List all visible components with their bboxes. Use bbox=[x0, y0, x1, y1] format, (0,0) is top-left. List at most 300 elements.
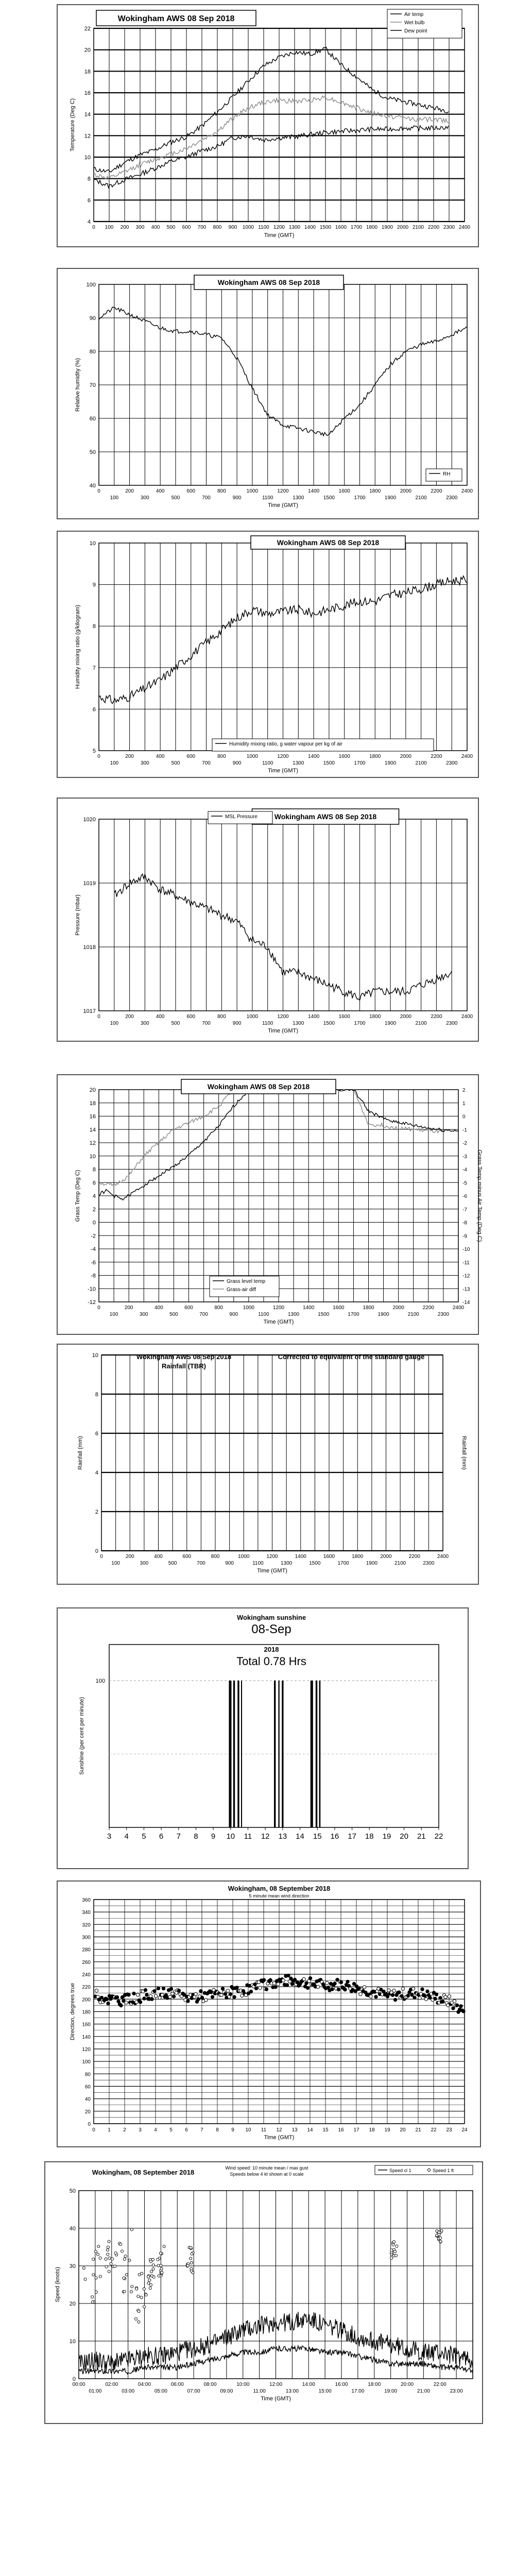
legend-swatch bbox=[427, 2168, 430, 2171]
gust-marker bbox=[123, 2258, 126, 2260]
x-tick-label: 7 bbox=[176, 1832, 181, 1841]
x-tick-label: 02:00 bbox=[105, 2382, 118, 2387]
x-tick-label: 2100 bbox=[412, 225, 424, 230]
wind-direction-point bbox=[235, 1986, 238, 1989]
legend-label: Air temp bbox=[404, 12, 424, 18]
gust-marker bbox=[96, 2253, 99, 2256]
chart-title: Wokingham AWS 08 Sep 2018 bbox=[117, 14, 235, 23]
gust-marker bbox=[92, 2274, 95, 2276]
sunshine-bar bbox=[237, 1681, 239, 1827]
y-right-axis-label: Rainfall (mm) bbox=[461, 1436, 467, 1470]
wind-speed-chart bbox=[45, 2162, 484, 2425]
wind-direction-point bbox=[269, 1978, 272, 1981]
wind-direction-point bbox=[325, 1981, 329, 1985]
x-tick-label: 10 bbox=[245, 2127, 251, 2133]
x-tick-label: 1700 bbox=[337, 1561, 349, 1566]
gust-marker bbox=[160, 2264, 162, 2267]
x-tick-label: 1500 bbox=[323, 495, 335, 501]
wind-direction-point bbox=[259, 1986, 262, 1989]
wind-direction-point bbox=[391, 1993, 394, 1996]
chart-year: 2018 bbox=[264, 1646, 279, 1653]
x-tick-label: 5 bbox=[169, 2127, 173, 2133]
wind-direction-point bbox=[277, 1982, 280, 1986]
x-tick-label: 16 bbox=[330, 1832, 339, 1841]
air-temperature-chart bbox=[58, 5, 480, 248]
x-tick-label: 1200 bbox=[266, 1554, 278, 1560]
x-tick-label: 900 bbox=[232, 495, 242, 501]
gust-marker bbox=[106, 2249, 109, 2251]
x-tick-label: 11 bbox=[244, 1832, 252, 1841]
y-right-tick-label: -2 bbox=[462, 1141, 467, 1146]
y-tick-label: 70 bbox=[89, 382, 96, 388]
y-tick-label: 30 bbox=[69, 2263, 76, 2269]
x-tick-label: 17 bbox=[348, 1832, 356, 1841]
gust-marker bbox=[392, 2241, 395, 2243]
y-tick-label: 1020 bbox=[83, 817, 96, 823]
chart-subtitle: Rainfall (TBR) bbox=[162, 1362, 206, 1370]
y-tick-label: -2 bbox=[91, 1233, 96, 1240]
wind-direction-point bbox=[363, 1986, 366, 1989]
wind-direction-point bbox=[254, 1987, 258, 1990]
x-tick-label: 1800 bbox=[369, 488, 381, 494]
chart-subtitle: 5 minute mean wind direction bbox=[249, 1893, 310, 1899]
x-tick-label: 6 bbox=[159, 1832, 164, 1841]
y-tick-label: 8 bbox=[95, 1392, 98, 1398]
x-tick-label: 1200 bbox=[277, 1014, 289, 1020]
y-axis-label: Temperature (Deg C) bbox=[70, 98, 76, 152]
x-axis-label: Time (GMT) bbox=[261, 2396, 291, 2402]
wind-direction-point bbox=[441, 2000, 444, 2003]
wind-direction-point bbox=[105, 1997, 108, 2001]
x-tick-label: 8 bbox=[216, 2127, 219, 2133]
y-tick-label: 10 bbox=[89, 540, 96, 547]
legend-label: Speed cl 1 bbox=[389, 2168, 411, 2173]
x-tick-label: 600 bbox=[186, 488, 196, 494]
x-tick-label: 2200 bbox=[408, 1554, 420, 1560]
y-tick-label: -8 bbox=[91, 1273, 96, 1279]
x-tick-label: 1300 bbox=[293, 495, 304, 501]
y-tick-label: 100 bbox=[82, 2059, 91, 2065]
sunshine-bar bbox=[274, 1681, 276, 1827]
x-tick-label: 1 bbox=[108, 2127, 111, 2133]
x-tick-label: 2400 bbox=[461, 754, 473, 759]
x-tick-label: 1700 bbox=[354, 760, 366, 766]
y-tick-label: 5 bbox=[92, 748, 96, 754]
x-tick-label: 1900 bbox=[366, 1561, 377, 1566]
pressure-chart bbox=[58, 799, 480, 1043]
panel-rainfall bbox=[57, 1344, 479, 1585]
y-tick-label: 0 bbox=[88, 2122, 91, 2127]
y-tick-label: 4 bbox=[87, 219, 91, 225]
y-right-tick-label: -6 bbox=[462, 1194, 467, 1199]
x-tick-label: 1200 bbox=[273, 225, 285, 230]
y-tick-label: 50 bbox=[69, 2188, 76, 2194]
gust-marker bbox=[141, 2272, 143, 2275]
gust-marker bbox=[152, 2264, 154, 2266]
x-tick-label: 800 bbox=[217, 488, 226, 494]
x-tick-label: 2300 bbox=[443, 225, 455, 230]
gust-marker bbox=[130, 2228, 133, 2231]
x-tick-label: 1600 bbox=[323, 1554, 335, 1560]
panel-relative-humidity bbox=[57, 268, 479, 519]
wind-direction-point bbox=[455, 2004, 458, 2007]
x-tick-label: 1600 bbox=[338, 488, 350, 494]
gust-marker bbox=[163, 2245, 165, 2248]
panel-mixing-ratio bbox=[57, 531, 479, 778]
wind-direction-point bbox=[144, 1988, 147, 1991]
wind-direction-point bbox=[287, 1974, 290, 1977]
y-tick-label: 14 bbox=[84, 111, 91, 118]
y-tick-label: -12 bbox=[88, 1299, 96, 1306]
x-tick-label: 100 bbox=[111, 1561, 120, 1566]
x-tick-label: 2100 bbox=[415, 495, 427, 501]
x-tick-label: 21 bbox=[417, 1832, 426, 1841]
wind-direction-point bbox=[162, 1987, 165, 1990]
gust-marker bbox=[135, 2287, 138, 2290]
x-tick-label: 1400 bbox=[295, 1554, 306, 1560]
legend-label: Grass level temp bbox=[227, 1279, 266, 1284]
x-tick-label: 16:00 bbox=[335, 2382, 348, 2387]
y-tick-label: 8 bbox=[87, 176, 91, 182]
wind-direction-point bbox=[119, 2004, 123, 2007]
x-tick-label: 1300 bbox=[293, 760, 304, 766]
y-axis-label: Speed (knots) bbox=[55, 2267, 61, 2302]
y-tick-label: 7 bbox=[92, 665, 96, 671]
x-tick-label: 500 bbox=[171, 495, 180, 501]
x-tick-label: 15 bbox=[322, 2127, 329, 2133]
x-tick-label: 600 bbox=[184, 1305, 193, 1311]
wind-direction-point bbox=[444, 1995, 447, 1998]
y-tick-label: 320 bbox=[82, 1922, 91, 1928]
x-tick-label: 1100 bbox=[258, 225, 269, 230]
wind-direction-point bbox=[204, 1998, 208, 2002]
y-right-tick-label: 2 bbox=[462, 1088, 466, 1093]
gust-marker bbox=[111, 2258, 114, 2260]
wind-direction-point bbox=[157, 1987, 160, 1990]
wind-direction-point bbox=[339, 1980, 342, 1984]
x-tick-label: 1100 bbox=[258, 1312, 269, 1317]
gust-marker bbox=[190, 2261, 193, 2264]
x-tick-label: 19 bbox=[382, 1832, 391, 1841]
x-tick-label: 400 bbox=[154, 1305, 163, 1311]
y-right-tick-label: -13 bbox=[462, 1286, 470, 1293]
gust-marker bbox=[110, 2262, 112, 2265]
x-tick-label: 500 bbox=[171, 760, 180, 766]
x-tick-label: 13 bbox=[291, 2127, 298, 2133]
x-tick-label: 13:00 bbox=[285, 2388, 299, 2394]
x-tick-label: 2100 bbox=[394, 1561, 406, 1566]
y-tick-label: 18 bbox=[89, 1100, 96, 1107]
chart-title: Wokingham AWS 08 Sep 2018 bbox=[136, 1353, 232, 1361]
x-tick-label: 1300 bbox=[287, 1312, 300, 1317]
wind-direction-point bbox=[406, 1994, 409, 1997]
x-tick-label: 1700 bbox=[348, 1312, 359, 1317]
sunshine-total: Total 0.78 Hrs bbox=[236, 1655, 306, 1668]
x-tick-label: 400 bbox=[156, 754, 165, 759]
x-tick-label: 700 bbox=[202, 1021, 211, 1026]
x-tick-label: 500 bbox=[169, 1312, 178, 1317]
y-tick-label: 120 bbox=[82, 2047, 91, 2053]
chart-title: Wokingham AWS 08 Sep 2018 bbox=[217, 278, 320, 287]
y-axis-label: Relative humidity (%) bbox=[75, 358, 81, 412]
y-tick-label: 40 bbox=[89, 483, 96, 489]
x-tick-label: 21 bbox=[415, 2127, 421, 2133]
gust-marker bbox=[149, 2260, 152, 2263]
x-tick-label: 600 bbox=[182, 225, 191, 230]
y-tick-label: 40 bbox=[69, 2226, 76, 2232]
gust-marker bbox=[92, 2258, 95, 2260]
wind-direction-point bbox=[127, 1993, 130, 1996]
x-tick-label: 23:00 bbox=[450, 2388, 463, 2394]
gust-marker bbox=[145, 2294, 147, 2296]
wind-direction-point bbox=[308, 1977, 312, 1980]
y-axis-label: Direction, degrees true bbox=[70, 1982, 76, 2041]
x-tick-label: 1800 bbox=[366, 225, 378, 230]
x-tick-label: 17:00 bbox=[351, 2388, 365, 2394]
wind-direction-point bbox=[249, 1990, 252, 1993]
x-tick-label: 400 bbox=[156, 488, 165, 494]
x-tick-label: 1300 bbox=[281, 1561, 293, 1566]
y-tick-label: 340 bbox=[82, 1910, 91, 1916]
panel-air-temperature bbox=[57, 4, 479, 247]
x-tick-label: 900 bbox=[228, 225, 237, 230]
wind-direction-point bbox=[100, 1996, 103, 1999]
y-axis-label: Sunshine (per cent per minute) bbox=[79, 1697, 85, 1775]
panel-wind-direction bbox=[57, 1880, 481, 2147]
gust-marker bbox=[95, 2277, 97, 2279]
wind-direction-point bbox=[282, 1979, 285, 1982]
x-tick-label: 800 bbox=[211, 1554, 220, 1560]
wind-direction-point bbox=[459, 2005, 462, 2008]
x-axis-label: Time (GMT) bbox=[264, 2134, 295, 2141]
y-tick-label: 140 bbox=[82, 2034, 91, 2040]
mixing-ratio-chart bbox=[58, 532, 480, 779]
x-tick-label: 1400 bbox=[303, 1305, 315, 1311]
y-tick-label: 60 bbox=[89, 416, 96, 422]
wind-direction-point bbox=[346, 1980, 349, 1983]
gust-marker bbox=[159, 2252, 162, 2255]
gust-marker bbox=[125, 2274, 128, 2276]
x-tick-label: 400 bbox=[151, 225, 160, 230]
gust-marker bbox=[119, 2243, 122, 2246]
y-tick-label: 1019 bbox=[83, 880, 96, 887]
x-tick-label: 22:00 bbox=[433, 2382, 447, 2387]
x-axis-label: Time (GMT) bbox=[257, 1568, 287, 1574]
x-tick-label: 03:00 bbox=[122, 2388, 135, 2394]
y-tick-label: 60 bbox=[84, 2084, 91, 2090]
gust-marker bbox=[137, 2295, 140, 2298]
x-tick-label: 900 bbox=[225, 1561, 234, 1566]
wind-direction-point bbox=[139, 2001, 142, 2004]
gust-marker bbox=[92, 2301, 94, 2303]
gust-marker bbox=[94, 2250, 97, 2253]
x-tick-label: 12 bbox=[261, 1832, 270, 1841]
wind-direction-point bbox=[293, 1978, 296, 1981]
x-tick-label: 2100 bbox=[415, 760, 427, 766]
gust-marker bbox=[158, 2275, 160, 2277]
gust-marker bbox=[97, 2245, 100, 2248]
y-right-tick-label: -7 bbox=[462, 1207, 467, 1213]
x-tick-label: 9 bbox=[231, 2127, 234, 2133]
x-tick-label: 06:00 bbox=[170, 2382, 184, 2387]
y-tick-label: 220 bbox=[82, 1985, 91, 1991]
sunshine-bar bbox=[282, 1681, 283, 1827]
gust-marker bbox=[99, 2275, 101, 2278]
x-tick-label: 300 bbox=[135, 225, 145, 230]
x-tick-label: 100 bbox=[110, 1021, 119, 1026]
x-tick-label: 2400 bbox=[458, 225, 471, 230]
y-right-tick-label: 1 bbox=[462, 1100, 466, 1107]
x-tick-label: 2200 bbox=[431, 488, 442, 494]
gust-marker bbox=[114, 2251, 117, 2254]
x-tick-label: 800 bbox=[213, 225, 222, 230]
gust-marker bbox=[392, 2243, 394, 2246]
wind-direction-point bbox=[434, 1997, 437, 2000]
x-tick-label: 15 bbox=[313, 1832, 322, 1841]
x-tick-label: 800 bbox=[217, 1014, 226, 1020]
gust-marker bbox=[390, 2257, 392, 2259]
x-tick-label: 200 bbox=[124, 1305, 133, 1311]
x-tick-label: 1000 bbox=[246, 488, 259, 494]
x-tick-label: 2000 bbox=[400, 754, 411, 759]
wind-direction-point bbox=[229, 1992, 232, 1995]
x-tick-label: 1000 bbox=[242, 225, 254, 230]
gust-marker bbox=[186, 2264, 189, 2267]
gust-marker bbox=[99, 2257, 101, 2259]
y-tick-label: 10 bbox=[89, 1153, 96, 1160]
x-tick-label: 2 bbox=[123, 2127, 126, 2133]
sunshine-bar bbox=[233, 1681, 235, 1827]
wind-direction-point bbox=[290, 1982, 294, 1986]
y-right-tick-label: -14 bbox=[462, 1300, 470, 1306]
y-right-axis-label: Grass Temp minus Air Temp (Deg C) bbox=[476, 1149, 483, 1242]
gust-marker bbox=[150, 2270, 152, 2273]
chart-title: Wokingham sunshine bbox=[236, 1614, 306, 1621]
x-tick-label: 700 bbox=[197, 225, 207, 230]
y-axis-label: Grass Temp (Deg C) bbox=[75, 1170, 81, 1222]
x-tick-label: 0 bbox=[92, 225, 95, 230]
chart-note: Wind speed: 10 minute mean / max gust bbox=[225, 2165, 308, 2171]
sunshine-chart bbox=[58, 1608, 470, 1870]
x-tick-label: 1800 bbox=[363, 1305, 374, 1311]
wind-direction-chart bbox=[58, 1882, 482, 2148]
gust-marker bbox=[91, 2296, 94, 2298]
gust-marker bbox=[138, 2320, 140, 2323]
gust-marker bbox=[82, 2267, 85, 2269]
x-tick-label: 1200 bbox=[277, 488, 289, 494]
chart-title: Wokingham, 08 September 2018 bbox=[228, 1885, 331, 1892]
y-tick-label: 4 bbox=[95, 1470, 98, 1476]
gust-marker bbox=[440, 2229, 443, 2232]
y-tick-label: -4 bbox=[91, 1246, 96, 1252]
x-tick-label: 600 bbox=[182, 1554, 192, 1560]
y-tick-label: 20 bbox=[84, 47, 91, 54]
x-tick-label: 1900 bbox=[381, 225, 393, 230]
x-tick-label: 6 bbox=[185, 2127, 188, 2133]
y-tick-label: 10 bbox=[69, 2338, 76, 2345]
wind-direction-point bbox=[172, 1995, 175, 1998]
x-tick-label: 200 bbox=[120, 225, 129, 230]
gust-marker bbox=[134, 2317, 137, 2320]
x-tick-label: 2000 bbox=[400, 1014, 411, 1020]
gust-marker bbox=[114, 2265, 116, 2267]
y-tick-label: 100 bbox=[95, 1678, 105, 1684]
x-tick-label: 500 bbox=[168, 1561, 177, 1566]
x-tick-label: 20 bbox=[400, 2127, 406, 2133]
y-tick-label: 16 bbox=[84, 90, 91, 96]
x-tick-label: 1400 bbox=[307, 488, 320, 494]
x-tick-label: 12 bbox=[276, 2127, 282, 2133]
wind-direction-point bbox=[115, 1995, 118, 1998]
y-right-tick-label: 0 bbox=[462, 1114, 466, 1120]
x-tick-label: 2200 bbox=[431, 1014, 442, 1020]
x-tick-label: 1500 bbox=[323, 1021, 335, 1026]
x-tick-label: 1500 bbox=[309, 1561, 321, 1566]
wind-direction-point bbox=[452, 2007, 455, 2010]
x-tick-label: 11:00 bbox=[253, 2388, 266, 2394]
x-tick-label: 1900 bbox=[377, 1312, 389, 1317]
y-tick-label: 8 bbox=[92, 623, 96, 630]
wind-direction-point bbox=[211, 1995, 214, 1998]
x-tick-label: 800 bbox=[214, 1305, 224, 1311]
x-tick-label: 2400 bbox=[461, 488, 473, 494]
x-tick-label: 11 bbox=[261, 2127, 267, 2133]
y-tick-label: 160 bbox=[82, 2022, 91, 2028]
x-tick-label: 700 bbox=[202, 760, 211, 766]
x-tick-label: 1200 bbox=[277, 754, 289, 759]
gust-marker bbox=[152, 2276, 155, 2278]
x-tick-label: 500 bbox=[166, 225, 176, 230]
legend-label: RH bbox=[443, 471, 451, 477]
x-tick-label: 1900 bbox=[384, 1021, 397, 1026]
gust-marker bbox=[131, 2285, 133, 2288]
x-tick-label: 800 bbox=[217, 754, 226, 759]
x-tick-label: 24 bbox=[461, 2127, 468, 2133]
x-tick-label: 1400 bbox=[307, 1014, 320, 1020]
x-tick-label: 1000 bbox=[238, 1554, 250, 1560]
y-tick-label: 4 bbox=[92, 1193, 96, 1199]
x-tick-label: 2200 bbox=[422, 1305, 434, 1311]
gust-marker bbox=[108, 2270, 110, 2273]
x-tick-label: 16 bbox=[338, 2127, 344, 2133]
x-tick-label: 700 bbox=[202, 495, 211, 501]
y-right-tick-label: -9 bbox=[462, 1233, 467, 1240]
x-tick-label: 100 bbox=[110, 495, 119, 501]
y-tick-label: 2 bbox=[92, 1206, 96, 1213]
wind-direction-point bbox=[125, 2001, 128, 2004]
x-tick-label: 200 bbox=[125, 1554, 134, 1560]
x-tick-label: 2400 bbox=[452, 1305, 465, 1311]
chart-title: Wokingham AWS 08 Sep 2018 bbox=[274, 812, 377, 821]
wind-direction-point bbox=[424, 1997, 427, 2001]
x-tick-label: 600 bbox=[186, 754, 196, 759]
gust-marker bbox=[439, 2240, 442, 2243]
wind-direction-point bbox=[393, 1998, 397, 2001]
y-tick-label: 12 bbox=[89, 1140, 96, 1146]
y-axis-label: Pressure (mbar) bbox=[75, 894, 81, 936]
wind-direction-point bbox=[435, 1993, 438, 1996]
x-tick-label: 1100 bbox=[262, 760, 273, 766]
x-tick-label: 1100 bbox=[262, 1021, 273, 1026]
y-tick-label: 14 bbox=[89, 1127, 96, 1133]
gust-marker bbox=[124, 2255, 127, 2258]
wind-direction-point bbox=[453, 1999, 456, 2003]
x-axis-label: Time (GMT) bbox=[264, 232, 295, 239]
y-tick-label: 9 bbox=[92, 582, 96, 588]
x-tick-label: 300 bbox=[139, 1312, 148, 1317]
x-tick-label: 05:00 bbox=[154, 2388, 167, 2394]
x-tick-label: 04:00 bbox=[138, 2382, 151, 2387]
